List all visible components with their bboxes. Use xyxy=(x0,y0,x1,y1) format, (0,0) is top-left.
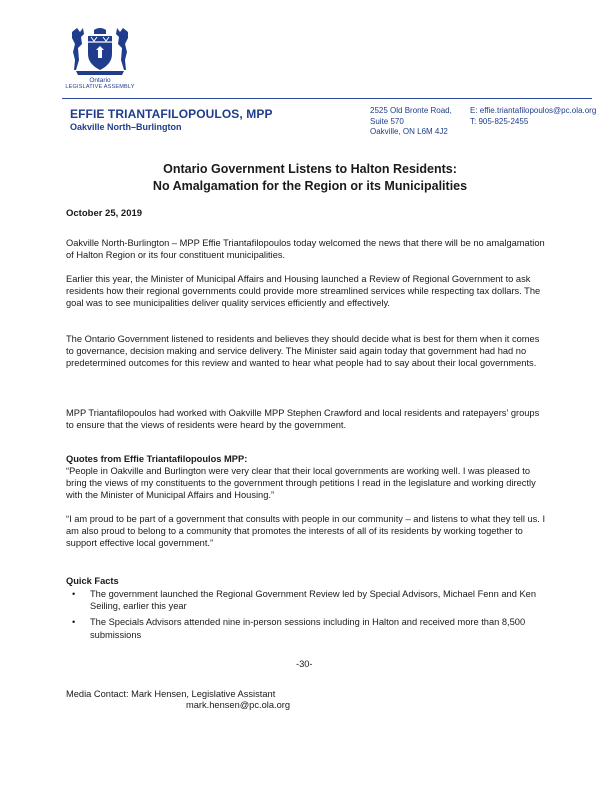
office-email[interactable]: E: effie.triantafilopoulos@pc.ola.org xyxy=(470,106,597,115)
list-item xyxy=(66,616,546,640)
quote-1: “People in Oakville and Burlington were very clear that their local governments are working well. I was pleased to bring the views of my constituents to the government through petitions I read in the legislature and working directly with the Minister of Municipal Affairs and Housing.” xyxy=(66,466,536,501)
address-line-3: Oakville, ON L6M 4J2 xyxy=(370,127,448,136)
title-line-1: Ontario Government Listens to Halton Residents: xyxy=(163,162,457,176)
office-phone: T: 905-825-2455 xyxy=(470,116,529,126)
paragraph-government: The Ontario Government listened to residents and believes they should decide what is best for them when it comes to governance, decision making and service delivery. The Minister said again today that government had had no predetermined outcomes for this review and wanted to hear what people had to say about their local governments. xyxy=(66,334,540,369)
office-contact xyxy=(470,106,596,127)
list-item xyxy=(66,588,546,612)
address-line-1: 2525 Old Bronte Road, xyxy=(370,106,452,115)
release-date: October 25, 2019 xyxy=(66,208,143,219)
mpp-name: EFFIE TRIANTAFILOPOULOS, MPP xyxy=(70,107,273,121)
end-mark: -30- xyxy=(296,659,313,669)
quote-2: “I am proud to be part of a government that consults with people in our community – and listens to what they tell us. I am also proud to belong to a community that promotes the interests of all of its residents by working together to support effective local government.” xyxy=(66,514,546,549)
release-title xyxy=(60,161,560,195)
address-line-2: Suite 570 xyxy=(370,116,404,126)
quick-facts-heading: Quick Facts xyxy=(66,576,119,586)
media-contact-email[interactable]: mark.hensen@pc.ola.org xyxy=(186,700,291,710)
media-contact: Media Contact: Mark Hensen, Legislative Assistant xyxy=(66,689,276,699)
paragraph-review: Earlier this year, the Minister of Municipal Affairs and Housing launched a Review of Regional Government to ask residents how their regional governments could provide more streamlined services while respecting tax dollars. The goal was to see municipalities deliver quality services efficiently and effectively. xyxy=(66,274,541,309)
bullet-mark: • xyxy=(72,617,76,628)
quick-facts-list xyxy=(66,588,546,645)
quick-fact-text: The government launched the Regional Government Review led by Special Advisors, Michael Fenn and Ken Seiling, earlier this year xyxy=(90,589,536,612)
title-line-2: No Amalgamation for the Region or its Municipalities xyxy=(152,179,468,193)
ontario-legislative-assembly-logo xyxy=(64,26,136,90)
riding-name: Oakville North–Burlington xyxy=(70,122,182,132)
paragraph-collaboration: MPP Triantafilopoulos had worked with Oakville MPP Stephen Crawford and local residents and ratepayers' groups to ensure that the views of residents were heard by the government. xyxy=(66,408,540,431)
paragraph-intro: Oakville North-Burlington – MPP Effie Triantafilopoulos today welcomed the news that there will be no amalgamation of Halton Region or its four constituent municipalities. xyxy=(66,238,545,261)
quotes-heading: Quotes from Effie Triantafilopoulos MPP: xyxy=(66,454,248,464)
quick-fact-text: The Specials Advisors attended nine in-person sessions including in Halton and received more than 8,500 submissions xyxy=(90,617,526,640)
coat-of-arms-icon xyxy=(68,26,132,76)
office-address xyxy=(370,106,452,138)
bullet-mark: • xyxy=(72,589,76,599)
logo-text-assembly: LEGISLATIVE ASSEMBLY xyxy=(65,84,135,90)
logo-text-ontario: Ontario xyxy=(89,77,111,84)
header-divider xyxy=(62,98,592,99)
